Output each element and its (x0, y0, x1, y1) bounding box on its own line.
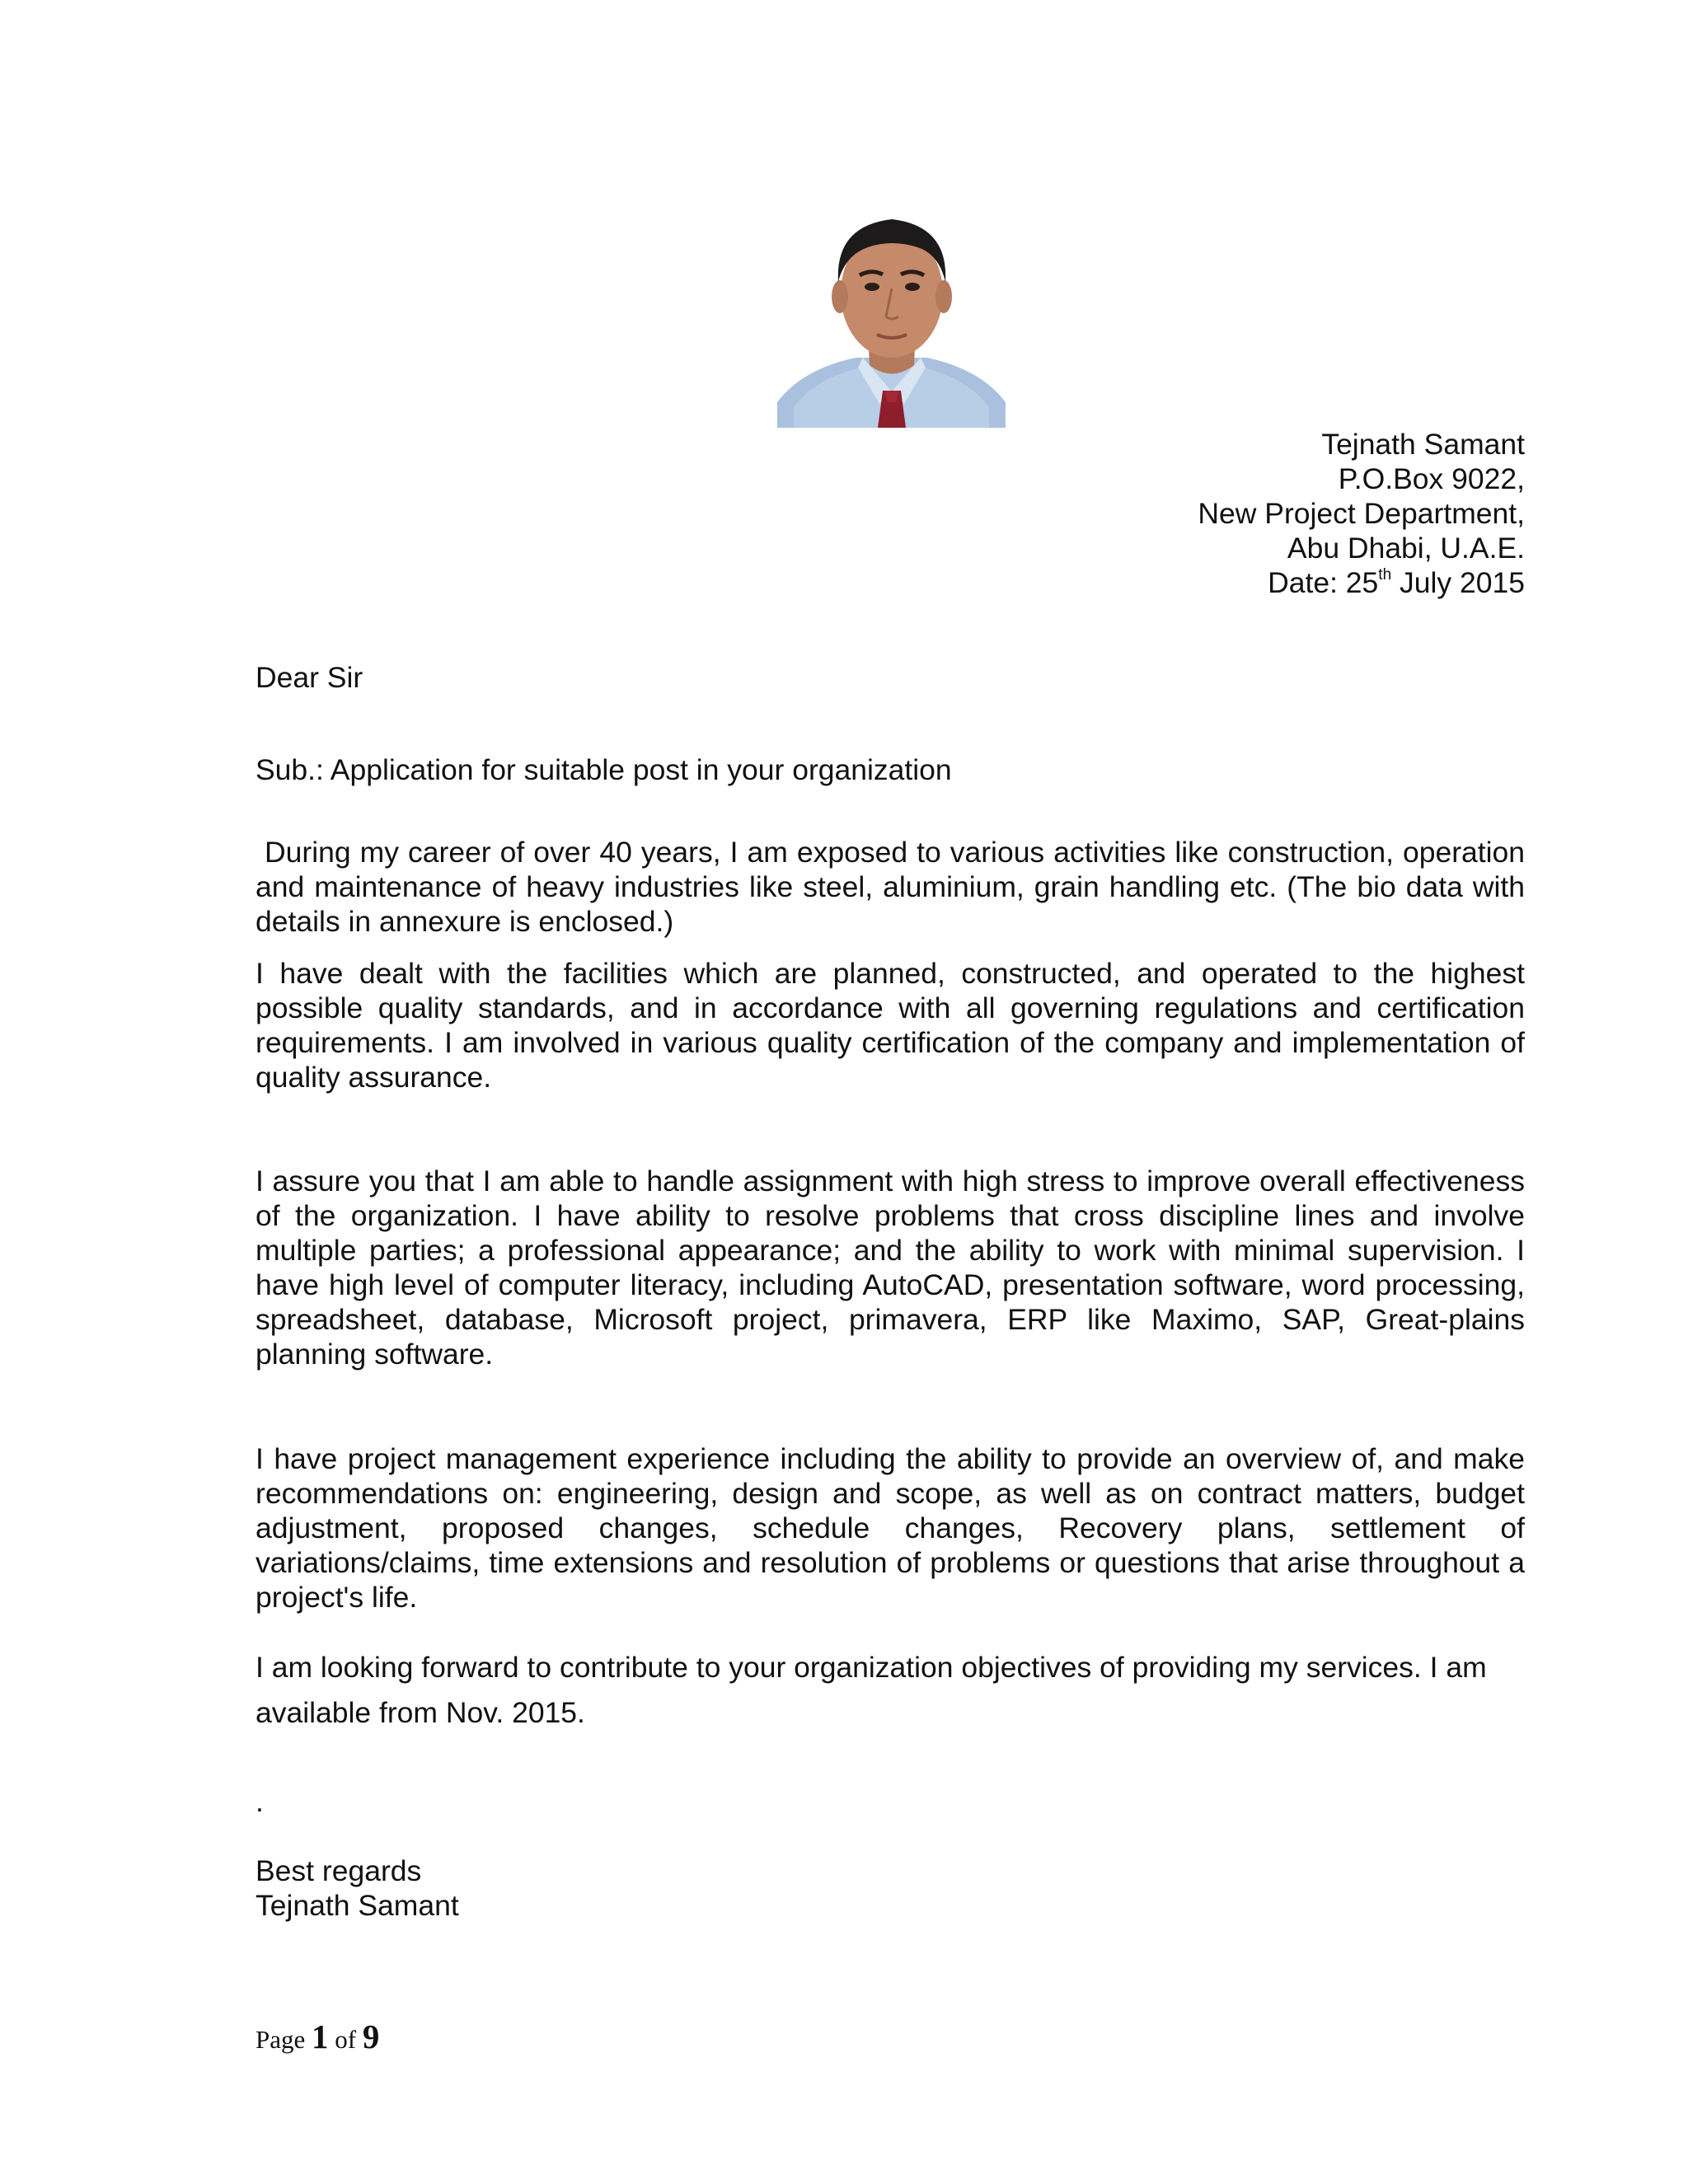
greeting: Dear Sir (256, 661, 363, 694)
body-paragraph-2: I have dealt with the facilities which are planned, constructed, and operated to the highest possible quality standards, and in accordance with all governing regulations and certification requirements. I am involved in various quality certification of the company and implementation of quality assurance. (256, 957, 1525, 1094)
sender-name: Tejnath Samant (1321, 428, 1525, 461)
sender-address (1198, 427, 1525, 600)
subject-line: Sub.: Application for suitable post in your organization (256, 753, 952, 786)
sender-department: New Project Department, (1198, 497, 1525, 530)
page-label: Page (256, 2025, 312, 2054)
page-number-footer (256, 2018, 379, 2059)
portrait-photo (777, 196, 1006, 428)
body-paragraph-1: During my career of over 40 years, I am exposed to various activities like construction, operation and maintenance of heavy industries like steel, aluminium, grain handling etc. (The bio data with details in annexure is enclosed.) (256, 836, 1533, 938)
current-page: 1 (312, 2018, 329, 2055)
body-paragraph-3: I assure you that I am able to handle assignment with high stress to improve overall effectiveness of the organization. I have ability to resolve problems that cross discipline lines and involve multiple parties; a professional appearance; and the ability to work with minimal supervision. I have high level of computer literacy, including AutoCAD, presentation software, word processing, spreadsheet, database, Microsoft project, primavera, ERP like Maximo, SAP, Great-plains planning software. (256, 1165, 1525, 1371)
body-paragraph-4: I have project management experience including the ability to provide an overview of, and make recommendations on: engineering, design and scope, as well as on contract matters, budget adjustment, proposed changes, schedule changes, Recovery plans, settlement of variations/claims, time extensions and resolution of problems or questions that arise throughout a project's life. (256, 1442, 1525, 1614)
of-label: of (328, 2025, 363, 2054)
signature-name: Tejnath Samant (256, 1889, 459, 1922)
closing: Best regards (256, 1854, 422, 1887)
sender-po-box: P.O.Box 9022, (1338, 462, 1525, 495)
letter-date: Date: 25th July 2015 (1268, 566, 1525, 599)
body-paragraph-5: I am looking forward to contribute to your organization objectives of providing my services. I am available from Nov. 2015. (256, 1651, 1487, 1729)
sender-city: Abu Dhabi, U.A.E. (1287, 532, 1525, 565)
separator-dot: . (256, 1785, 264, 1818)
total-pages: 9 (362, 2018, 380, 2055)
